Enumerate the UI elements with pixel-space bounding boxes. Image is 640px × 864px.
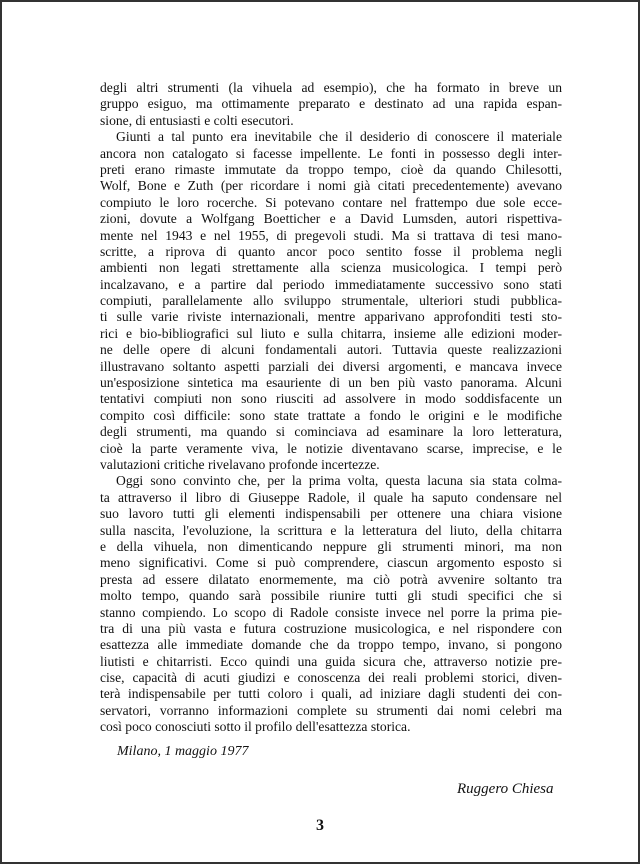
text-line: cioè la parte veramente viva, le notizie diventavano scarse, imprecise, e le bbox=[100, 440, 562, 456]
text-line: Oggi sono convinto che, per la prima volta, questa lacuna sia stata colma- bbox=[116, 473, 562, 489]
text-line: Giunti a tal punto era inevitabile che il desiderio di conoscere il materiale bbox=[116, 129, 562, 145]
text-line: tra di una più vasta e futura costruzione musicologica, e nel rispondere con bbox=[100, 620, 562, 636]
text-line: scritte, a riprova di quanto ancor poco sentito fosse il problema negli bbox=[100, 243, 562, 259]
text-line: ambienti non legati strettamente alla scienza musicologica. I tempi però bbox=[100, 260, 562, 276]
place-date: Milano, 1 maggio 1977 bbox=[117, 744, 249, 759]
text-line: così poco conosciuti sotto il profilo dell'esattezza storica. bbox=[100, 719, 411, 735]
text-line: servatori, vorranno informazioni complete su strumenti dai nomi celebri ma bbox=[100, 702, 562, 718]
text-line: incalzavano, e a partire dal periodo immediatamente successivo sono stati bbox=[100, 276, 562, 292]
text-line: Wolf, Bone e Zuth (per ricordare i nomi già citati precedentemente) avevano bbox=[100, 178, 562, 194]
text-line: mente nel 1943 e nel 1955, di pregevoli studi. Ma si trattava di tesi mano- bbox=[100, 227, 562, 243]
page-number: 3 bbox=[316, 817, 324, 834]
text-line: cise, capacità di acuti giudizi e conoscenza dei reali problemi storici, diven- bbox=[100, 670, 562, 686]
text-line: suo lavoro tutti gli elementi indispensabili per ottenere una chiara visione bbox=[100, 506, 562, 522]
body-text bbox=[100, 80, 562, 736]
text-line: degli strumenti, ma quando si cominciava ad esaminare la loro letteratura, bbox=[100, 424, 562, 440]
text-line: ta attraverso il libro di Giuseppe Radole, il quale ha saputo condensare nel bbox=[100, 489, 562, 505]
text-line: gruppo esiguo, ma ottimamente preparato e destinato ad una rapida espan- bbox=[100, 96, 562, 112]
text-line: valutazioni critiche rivelavano profonde incertezze. bbox=[100, 456, 380, 472]
text-line: preti erano rimaste immutate da troppo tempo, cioè da quando Chilesotti, bbox=[100, 161, 562, 177]
text-line: compiuto le loro rocerche. Si potevano contare nel frattempo due sole ecce- bbox=[100, 194, 562, 210]
text-line: liutisti e chitarristi. Ecco quindi una guida sicura che, attraverso notizie pre- bbox=[100, 653, 562, 669]
text-line: molto tempo, quando sarà possibile riunire tutti gli studi specifici che si bbox=[100, 588, 562, 604]
text-line: sulla nascita, l'evoluzione, la scrittura e la letteratura del liuto, della chitarra bbox=[100, 522, 562, 538]
text-line: degli altri strumenti (la vihuela ad esempio), che ha formato in breve un bbox=[100, 80, 562, 95]
text-line: ti sulle varie riviste internazionali, mentre apparivano approfonditi testi sto- bbox=[100, 309, 562, 325]
text-line: tentativi compiuti non sono riusciti ad assolvere in modo soddisfacente un bbox=[100, 391, 562, 407]
text-line: un'esposizione sintetica ma esauriente di un ben più vasto panorama. Alcuni bbox=[100, 375, 562, 391]
text-line: rici e bio-bibliografici sul liuto e sulla chitarra, insieme alle edizioni moder- bbox=[100, 325, 562, 341]
text-line: esattezza alle immediate domande che da troppo tempo, invano, si pongono bbox=[100, 637, 562, 653]
text-line: compito così difficile: sono state trattate a fondo le origini e le modifiche bbox=[100, 407, 562, 423]
text-line: illustravano soltanto aspetti parziali dei diversi argomenti, e mancava invece bbox=[100, 358, 562, 374]
author-signature: Ruggero Chiesa bbox=[457, 781, 554, 797]
text-line: presta ad essere dilatato enormemente, ma ciò potrà avvenire soltanto tra bbox=[100, 571, 562, 587]
text-line: ne delle opere di alcuni fondamentali autori. Tuttavia queste realizzazioni bbox=[100, 342, 562, 358]
text-line: zioni, dovute a Wolfgang Boetticher e a David Lumsden, autori rispettiva- bbox=[100, 211, 562, 227]
text-line: compiuti, parallelamente allo sviluppo strumentale, ulteriori studi pubblica- bbox=[100, 293, 562, 309]
text-line: terà indispensabile per tutti coloro i quali, ad iniziare dagli studenti dei con- bbox=[100, 686, 562, 702]
text-line: sione, di entusiasti e colti esecutori. bbox=[100, 112, 294, 128]
text-line: stanno compiendo. Lo scopo di Radole consiste invece nel porre la prima pie- bbox=[100, 604, 562, 620]
text-line: ancora non catalogato si facesse impellente. Le fonti in possesso degli inter- bbox=[100, 145, 562, 161]
text-line: meno significativi. Come si può comprendere, ciascun argomento esposto si bbox=[100, 555, 562, 571]
text-line: e della vihuela, non dimenticando neppure gli strumenti minori, ma non bbox=[100, 538, 562, 554]
